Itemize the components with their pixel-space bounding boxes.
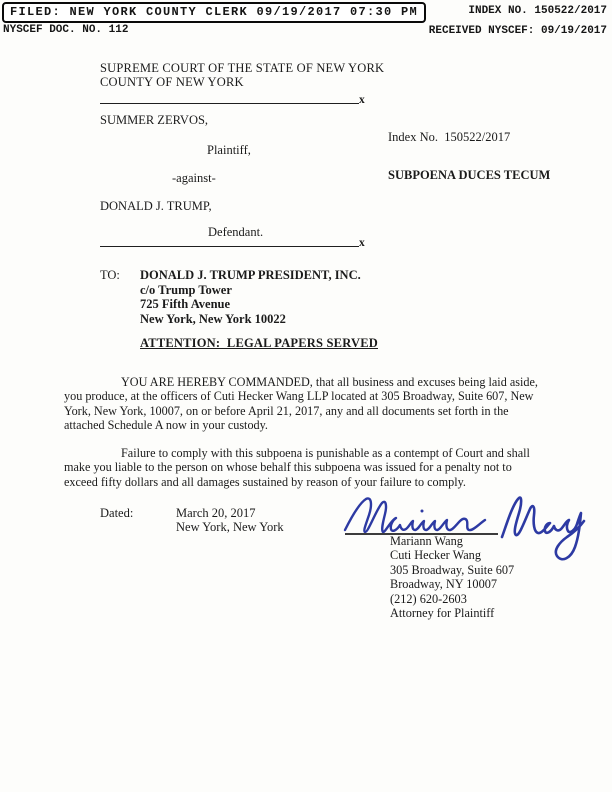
- paragraph-line: YOU ARE HEREBY COMMANDED, that all business and excuses being laid aside,: [121, 375, 538, 389]
- nyscef-doc-number: NYSCEF DOC. NO. 112: [3, 24, 129, 36]
- paragraph-line: attached Schedule A now in your custody.: [64, 418, 268, 433]
- to-label: TO:: [100, 268, 120, 282]
- paragraph-line: make you liable to the person on whose behalf this subpoena was issued for a penalty not to: [64, 460, 512, 475]
- attorney-block: [390, 534, 514, 620]
- recipient-name: DONALD J. TRUMP PRESIDENT, INC.: [140, 268, 361, 282]
- paragraph-line: you produce, at the officers of Cuti Hecker Wang LLP located at 305 Broadway, Suite 607, New: [64, 389, 534, 404]
- plaintiff-name: SUMMER ZERVOS,: [100, 113, 209, 127]
- dated-label: Dated:: [100, 506, 134, 520]
- recipient-address-line2: 725 Fifth Avenue: [140, 297, 231, 311]
- filed-stamp: FILED: NEW YORK COUNTY CLERK 09/19/2017 07:30 PM: [2, 2, 426, 23]
- court-name-line1: SUPREME COURT OF THE STATE OF NEW YORK: [100, 61, 385, 75]
- received-nyscef-stamp: RECEIVED NYSCEF: 09/19/2017: [428, 25, 607, 37]
- attorney-address-line1: 305 Broadway, Suite 607: [390, 562, 515, 577]
- signature-i-dot: [421, 510, 424, 513]
- dated-date: March 20, 2017: [176, 506, 256, 520]
- index-number-stamp: INDEX NO. 150522/2017: [468, 5, 607, 17]
- caption-divider-bottom: [100, 237, 365, 249]
- attorney-phone: (212) 620-2603: [390, 591, 467, 606]
- paragraph-line: Failure to comply with this subpoena is punishable as a contempt of Court and shall: [121, 446, 530, 460]
- divider-x-mark: x: [359, 237, 365, 249]
- defendant-role-label: Defendant.: [208, 225, 264, 239]
- recipient-address-block: [140, 268, 361, 326]
- attorney-address-line2: Broadway, NY 10007: [390, 577, 498, 592]
- document-title: SUBPOENA DUCES TECUM: [388, 168, 551, 182]
- recipient-address-line3: New York, New York 10022: [140, 311, 286, 326]
- index-number-caption: Index No. 150522/2017: [388, 130, 511, 144]
- court-name-line2: COUNTY OF NEW YORK: [100, 75, 244, 89]
- paragraph-line: exceed fifty dollars and all damages sustained by reason of your failure to comply.: [64, 474, 466, 489]
- recipient-address-line1: c/o Trump Tower: [140, 282, 232, 297]
- defendant-name: DONALD J. TRUMP,: [100, 199, 212, 213]
- paragraph-line: York, New York, 10007, on or before April 21, 2017, any and all documents set forth in the: [64, 403, 509, 418]
- attorney-name: Mariann Wang: [390, 534, 463, 548]
- dated-place: New York, New York: [176, 520, 284, 534]
- attorney-role: Attorney for Plaintiff: [390, 606, 495, 621]
- attorney-firm: Cuti Hecker Wang: [390, 548, 481, 563]
- attention-line: ATTENTION: LEGAL PAPERS SERVED: [140, 336, 378, 350]
- command-paragraph: [64, 375, 538, 433]
- penalty-paragraph: [64, 446, 530, 489]
- plaintiff-role-label: Plaintiff,: [207, 143, 251, 157]
- caption-divider-top: [100, 94, 365, 106]
- divider-x-mark: x: [359, 94, 365, 106]
- against-label: -against-: [172, 171, 216, 185]
